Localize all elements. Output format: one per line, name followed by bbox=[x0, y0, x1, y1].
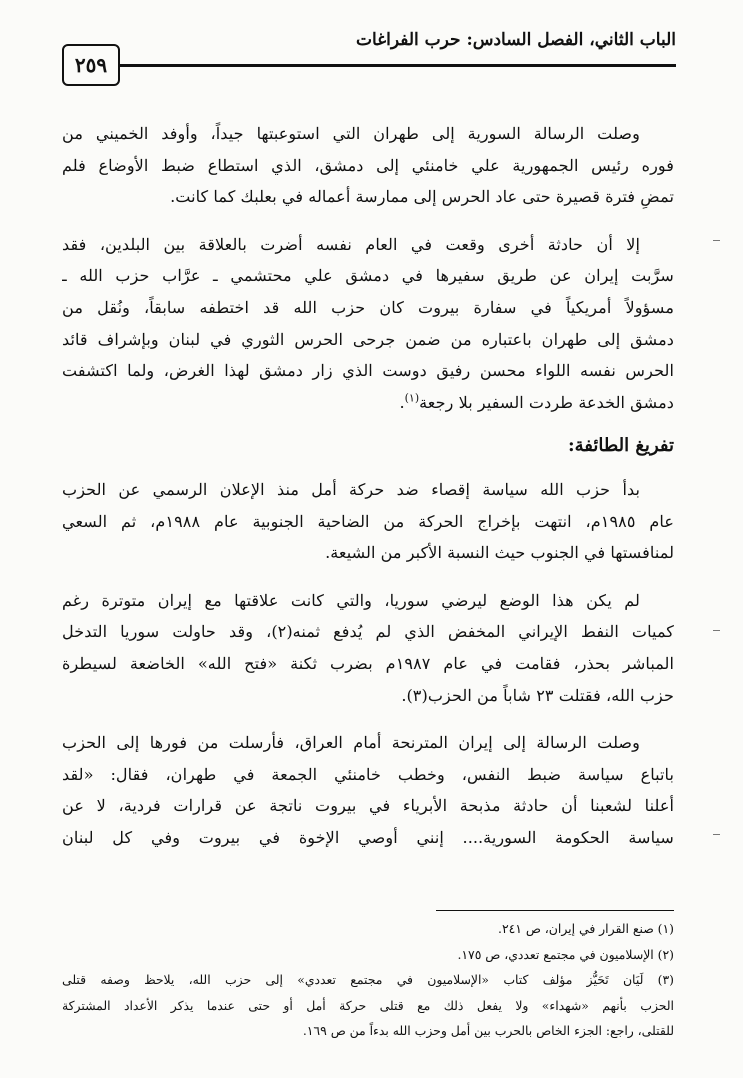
footnote-ref-1[interactable]: (١) bbox=[404, 391, 420, 405]
text-line: سياسة الحكومة السورية.... إنني أوصي الإخوة في بيروت وفي كل لبنان bbox=[62, 827, 674, 847]
paragraph-4 bbox=[62, 585, 674, 711]
chapter-title: الباب الثاني، الفصل السادس: حرب الفراغات bbox=[356, 30, 676, 50]
paragraph-3 bbox=[62, 474, 674, 569]
text-line: حزب الله، فقتلت ٢٣ شاباً من الحزب(٣). bbox=[401, 685, 674, 705]
text-line: سرَّبت إيران عن طريق سفيرها في دمشق علي محتشمي ـ عرَّاب حزب الله ـ bbox=[62, 266, 674, 286]
footnote-3: (٣) لَيَان تَحَيُّز مؤلف كتاب «الإسلاميون في مجتمع تعددي» إلى حزب الله، يلاحظ وصفه قتلى bbox=[62, 972, 674, 987]
footnote-2: (٢) الإسلاميون في مجتمع تعددي، ص ١٧٥. bbox=[457, 946, 674, 962]
footnote-1: (١) صنع القرار في إيران، ص ٢٤١. bbox=[498, 921, 674, 936]
text-fragment: . bbox=[399, 392, 405, 412]
text-line: تمضِ فترة قصيرة حتى عاد الحرس إلى ممارسة أعماله في بعلبك كما كانت. bbox=[170, 187, 674, 207]
paragraph-1 bbox=[62, 118, 674, 213]
section-heading: تفريغ الطائفة: bbox=[567, 435, 674, 457]
text-line: إلا أن حادثة أخرى وقعت في العام نفسه أضرت بالعلاقة بين البلدين، فقد bbox=[62, 234, 640, 254]
text-line: وصلت الرسالة إلى إيران المترنحة أمام العراق، فأرسلت من فورها إلى الحزب bbox=[62, 733, 640, 753]
header-rule bbox=[62, 64, 676, 67]
text-line: عام ١٩٨٥م، انتهت بإخراج الحركة من الضاحية الجنوبية عام ١٩٨٨م، ثم السعي bbox=[62, 511, 674, 531]
footnote-rule bbox=[436, 910, 674, 911]
text-line: وصلت الرسالة السورية إلى طهران التي استوعبتها جيداً، وأوفد الخميني من bbox=[62, 124, 640, 143]
paragraph-5 bbox=[62, 727, 674, 853]
text-line: باتباع سياسة ضبط النفس، وخطب خامنئي الجمعة في طهران، فقال: «لقد bbox=[62, 764, 674, 784]
text-line: المباشر بحذر، فقامت في عام ١٩٨٧م بضرب ثكنة «فتح الله» الخاضعة لسيطرة bbox=[62, 653, 674, 673]
text-line: أعلنا لشعبنا أن حادثة مذبحة الأبرياء في بيروت ناتجة عن قرارات فردية، لا عن bbox=[62, 796, 674, 816]
footnote-3-end: للقتلى، راجع: الجزء الخاص بالحرب بين أمل وحزب الله بدءاً من ص ١٦٩. bbox=[302, 1023, 674, 1038]
margin-mark bbox=[713, 834, 720, 835]
text-fragment: دمشق الخدعة طردت السفير بلا رجعة bbox=[419, 392, 674, 412]
margin-mark bbox=[713, 630, 720, 631]
footnotes bbox=[62, 916, 674, 1044]
text-line: فوره رئيس الجمهورية علي خامنئي إلى دمشق، الذي استطاع ضبط الأوضاع فلم bbox=[62, 155, 674, 175]
text-line bbox=[62, 387, 674, 419]
text-line: بدأ حزب الله سياسة إقصاء ضد حركة أمل منذ الإعلان الرسمي عن الحزب bbox=[62, 479, 640, 499]
text-line: لم يكن هذا الوضع ليرضي سوريا، والتي كانت علاقتها مع إيران متوترة رغم bbox=[62, 590, 640, 610]
text-line: الحرس نفسه اللواء محسن رفيق دوست الذي زار دمشق لهذا الغرض، ولما اكتشفت bbox=[62, 361, 674, 381]
paragraph-2 bbox=[62, 229, 674, 419]
text-line: كميات النفط الإيراني المخفض الذي لم يُدفع ثمنه(٢)، وقد حاولت سوريا التدخل bbox=[62, 622, 674, 642]
footnote-3-cont: الحزب بأنهم «شهداء» ولا يفعل ذلك مع قتلى حركة أمل أو حتى عندما يذكر الأعداد المشتركة bbox=[62, 997, 674, 1013]
margin-mark bbox=[713, 240, 720, 241]
text-line: دمشق إلى طهران باعتباره من ضمن جرحى الحرس الثوري في لبنان وبإشراف قائد bbox=[62, 329, 674, 349]
text-line: مسؤولاً أمريكياً في سفارة بيروت كان حزب الله قد اختطفه سابقاً، ونُقل من bbox=[62, 297, 674, 317]
page-number: ٢٥٩ bbox=[62, 44, 120, 86]
main-text bbox=[62, 118, 674, 869]
text-line: لمنافستها في الجنوب حيث النسبة الأكبر من الشيعة. bbox=[325, 543, 674, 563]
running-header bbox=[62, 24, 676, 66]
